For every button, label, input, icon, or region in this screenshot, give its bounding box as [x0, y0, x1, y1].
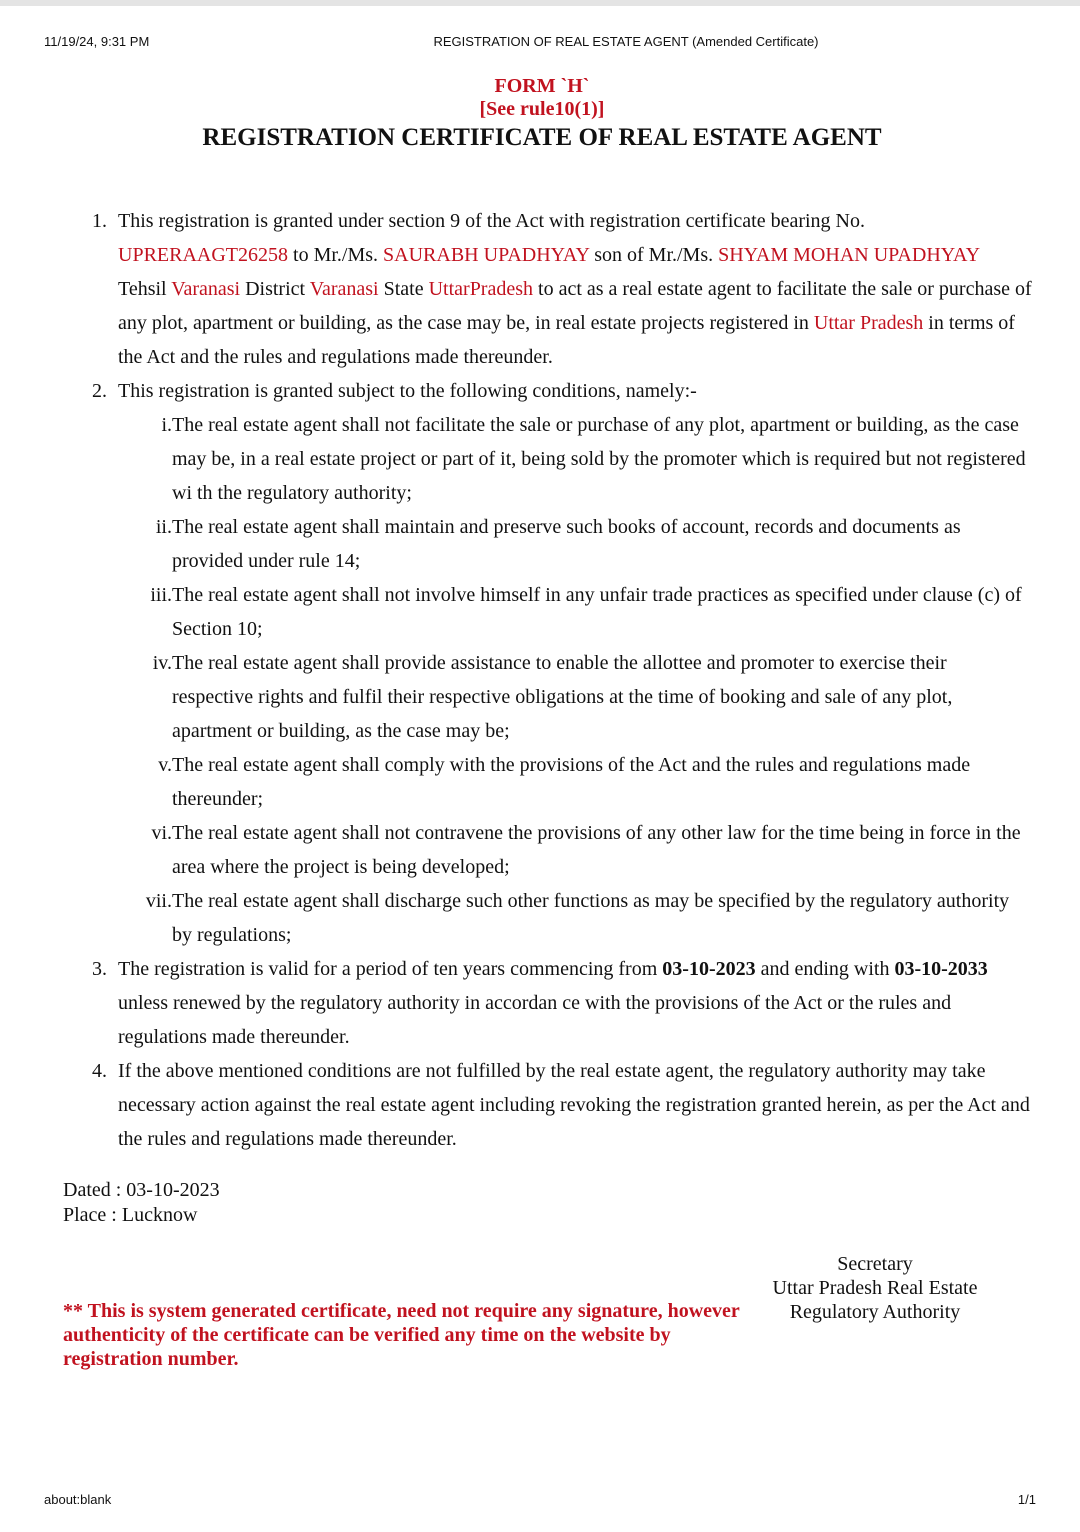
- condition-item: [92, 816, 1032, 884]
- condition-text: The real estate agent shall not involve himself in any unfair trade practices as specified under clause (c) of Section 10;: [172, 584, 1022, 640]
- clause-text: Tehsil: [118, 278, 172, 300]
- form-label: FORM `H`: [494, 75, 590, 97]
- clause-text: in terms of the Act and the rules and regulations made thereunder.: [118, 312, 1015, 368]
- print-datetime: 11/19/24, 9:31 PM: [44, 34, 150, 49]
- print-page-title: REGISTRATION OF REAL ESTATE AGENT (Amended Certificate): [433, 34, 819, 49]
- clause-text: and ending with: [755, 958, 895, 980]
- condition-item: [92, 748, 1032, 816]
- condition-item: [92, 884, 1032, 952]
- place-line: Place : Lucknow: [63, 1204, 198, 1226]
- signatory-block: [750, 1252, 1000, 1324]
- agent-name: SAURABH UPADHYAY: [383, 244, 590, 266]
- condition-number: vii.: [145, 890, 172, 912]
- issue-info: [63, 1178, 220, 1228]
- condition-text: The real estate agent shall not contravene the provisions of any other law for the time being in force in the area where the project is being developed;: [172, 822, 1021, 878]
- clause-text: This registration is granted under section 9 of the Act with registration certificate bearing No.: [118, 210, 865, 232]
- condition-text: The real estate agent shall not facilitate the sale or purchase of any plot, apartment or building, as the case may be, in a real estate project or part of it, being sold by the promoter which is required but not registered wi th the regulatory authority;: [172, 414, 1026, 504]
- condition-item: [92, 646, 1032, 748]
- clause-text: This registration is granted subject to the following conditions, namely:-: [118, 380, 697, 402]
- clause-number: 3.: [92, 958, 107, 980]
- condition-number: iv.: [152, 652, 172, 674]
- clause-text: to act as a real estate agent to facilitate the sale or purchase of any plot, apartment or building, as the case may be, in real estate projects registered in: [118, 278, 1032, 334]
- condition-number: i.: [161, 414, 172, 436]
- clause-1: [92, 204, 1032, 374]
- dated-line: Dated : 03-10-2023: [63, 1179, 220, 1201]
- clause-text: unless renewed by the regulatory authority in accordan ce with the provisions of the Act or the rules and regulations made thereunder.: [118, 992, 952, 1048]
- signatory-title: Secretary: [837, 1253, 913, 1275]
- condition-number: iii.: [150, 584, 172, 606]
- clause-number: 1.: [92, 210, 107, 232]
- top-gray-bar: [0, 0, 1080, 6]
- condition-text: The real estate agent shall comply with the provisions of the Act and the rules and regulations made thereunder;: [172, 754, 971, 810]
- clause-text: to Mr./Ms.: [288, 244, 384, 266]
- clause-text: If the above mentioned conditions are not fulfilled by the real estate agent, the regulatory authority may take necessary action against the real estate agent including revoking the registration granted herein, as per the Act and the rules and regulations made thereunder.: [118, 1060, 1030, 1150]
- tehsil: Varanasi: [171, 278, 241, 300]
- clause-number: 2.: [92, 380, 107, 402]
- clause-number: 4.: [92, 1060, 107, 1082]
- condition-number: ii.: [155, 516, 172, 538]
- clause-4: [92, 1054, 1032, 1156]
- print-url: about:blank: [44, 1492, 112, 1507]
- certificate-body: [92, 204, 1032, 1156]
- condition-text: The real estate agent shall provide assistance to enable the allottee and promoter to exercise their respective rights and fulfil their respective obligations at the time of booking and sale of any plot, apartment or building, as the case may be;: [172, 652, 953, 742]
- district: Varanasi: [309, 278, 379, 300]
- form-rule-reference: [See rule10(1)]: [479, 98, 605, 120]
- condition-item: [92, 510, 1032, 578]
- condition-item: [92, 578, 1032, 646]
- clause-text: son of Mr./Ms.: [589, 244, 719, 266]
- signatory-org-line1: Uttar Pradesh Real Estate: [772, 1277, 978, 1299]
- condition-number: vi.: [151, 822, 172, 844]
- clause-text: District: [240, 278, 310, 300]
- clause-text: State: [378, 278, 429, 300]
- condition-item: [92, 408, 1032, 510]
- signatory-org-line2: Regulatory Authority: [789, 1301, 961, 1323]
- father-name: SHYAM MOHAN UPADHYAY: [718, 244, 980, 266]
- condition-text: The real estate agent shall discharge such other functions as may be specified by the regulatory authority by regulations;: [172, 890, 1010, 946]
- valid-to-date: 03-10-2033: [894, 958, 988, 980]
- certificate-title: REGISTRATION CERTIFICATE OF REAL ESTATE AGENT: [202, 124, 882, 151]
- project-state: Uttar Pradesh: [813, 312, 924, 334]
- clause-2: [92, 374, 1032, 408]
- clause-3: [92, 952, 1032, 1054]
- registration-number: UPRERAAGT26258: [118, 244, 289, 266]
- page-number: 1/1: [1017, 1492, 1036, 1507]
- clause-text: The registration is valid for a period of ten years commencing from: [118, 958, 663, 980]
- system-generated-note: ** This is system generated certificate, need not require any signature, however authenticity of the certificate can be verified any time on the website by registration number.: [63, 1300, 740, 1370]
- condition-number: v.: [158, 754, 172, 776]
- condition-text: The real estate agent shall maintain and preserve such books of account, records and documents as provided under rule 14;: [172, 516, 961, 572]
- state: UttarPradesh: [428, 278, 534, 300]
- valid-from-date: 03-10-2023: [662, 958, 756, 980]
